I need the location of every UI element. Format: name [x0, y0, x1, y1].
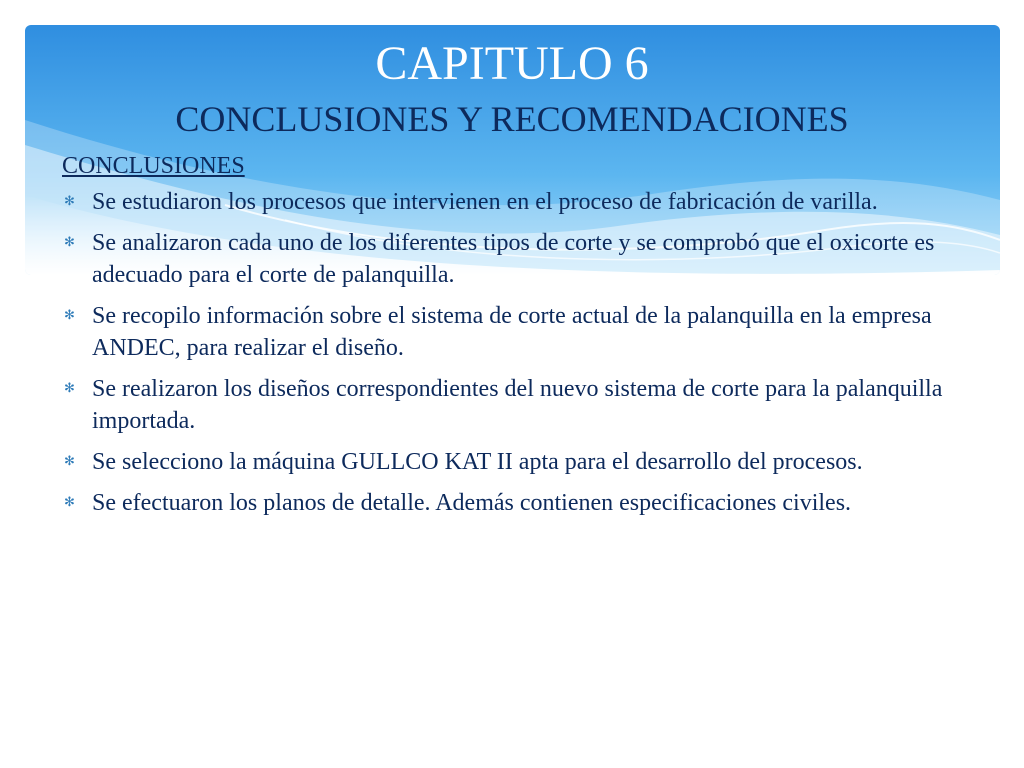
- list-item: [62, 186, 972, 218]
- bullet-text: Se selecciono la máquina GULLCO KAT II apta para el desarrollo del procesos.: [92, 449, 863, 475]
- asterisk-bullet-icon: ✻: [64, 194, 75, 209]
- asterisk-bullet-icon: ✻: [64, 381, 75, 396]
- slide-content: [62, 150, 982, 528]
- bullet-text: Se realizaron los diseños correspondientes del nuevo sistema de corte para la palanquilla importada.: [92, 376, 943, 434]
- asterisk-bullet-icon: ✻: [64, 454, 75, 469]
- asterisk-bullet-icon: ✻: [64, 235, 75, 250]
- asterisk-bullet-icon: ✻: [64, 308, 75, 323]
- slide-subtitle: CONCLUSIONES Y RECOMENDACIONES: [175, 99, 849, 139]
- list-item: [62, 227, 972, 291]
- list-item: [62, 300, 972, 364]
- bullet-text: Se recopilo información sobre el sistema de corte actual de la palanquilla en la empresa ANDEC, para realizar el diseño.: [92, 303, 932, 361]
- section-heading: CONCLUSIONES: [62, 153, 245, 179]
- bullet-text: Se estudiaron los procesos que intervienen en el proceso de fabricación de varilla.: [92, 189, 878, 215]
- list-item: [62, 446, 972, 478]
- list-item: [62, 487, 972, 519]
- conclusions-list: [62, 186, 982, 519]
- bullet-text: Se analizaron cada uno de los diferentes tipos de corte y se comprobó que el oxicorte es adecuado para el corte de palanquilla.: [92, 230, 935, 288]
- asterisk-bullet-icon: ✻: [64, 495, 75, 510]
- list-item: [62, 373, 972, 437]
- bullet-text: Se efectuaron los planos de detalle. Además contienen especificaciones civiles.: [92, 490, 852, 516]
- slide-title: CAPITULO 6: [375, 37, 649, 90]
